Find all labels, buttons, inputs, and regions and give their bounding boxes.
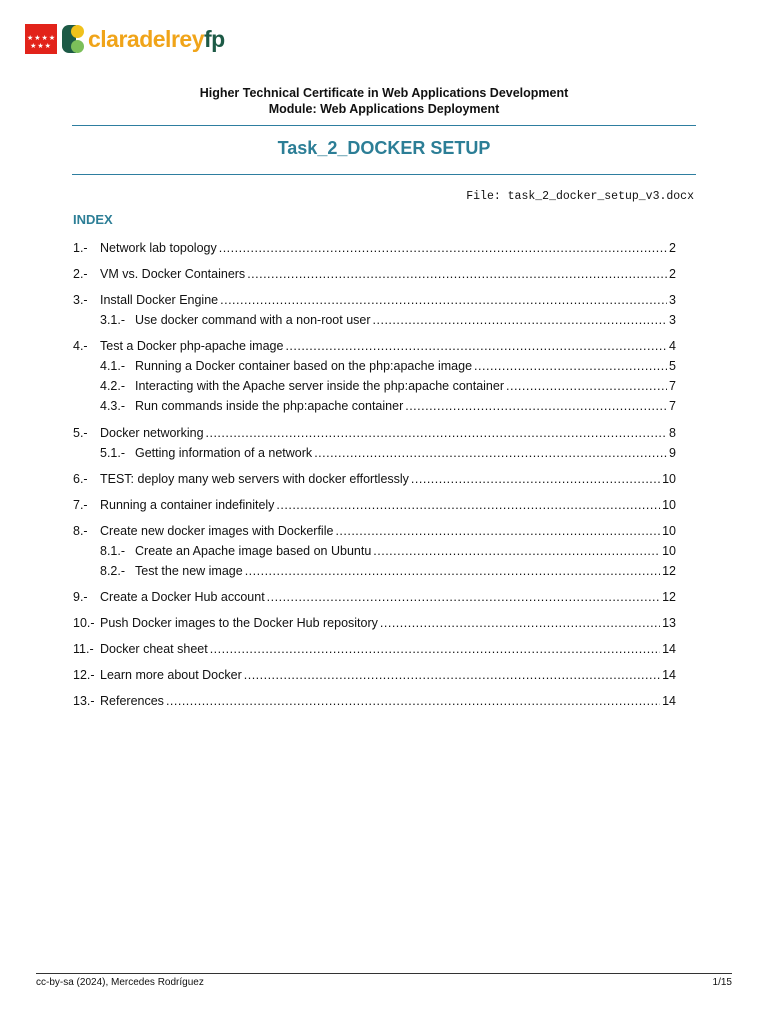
toc-entry[interactable] <box>73 471 676 487</box>
institution-logo <box>25 22 225 56</box>
toc-dot-leader <box>411 471 660 487</box>
toc-entry-page: 10 <box>662 498 676 512</box>
toc-entry-page: 14 <box>662 642 676 656</box>
toc-dot-leader <box>210 641 660 657</box>
toc-entry[interactable] <box>73 523 676 539</box>
toc-entry-number: 9.- <box>73 590 88 604</box>
toc-entry-label: References <box>100 694 164 708</box>
toc-entry-number: 2.- <box>73 267 88 281</box>
page-number: 1/15 <box>712 977 732 988</box>
toc-entry-number: 8.- <box>73 524 88 538</box>
toc-entry-page: 8 <box>669 426 676 440</box>
toc-entry[interactable] <box>73 641 676 657</box>
toc-entry[interactable] <box>73 615 676 631</box>
document-header <box>0 85 768 117</box>
toc-entry-page: 7 <box>669 399 676 413</box>
toc-entry-number: 4.2.- <box>100 379 126 393</box>
toc-dot-leader <box>373 312 668 328</box>
toc-entry-number: 11.- <box>73 642 94 656</box>
toc-entry-page: 3 <box>669 293 676 307</box>
toc-entry-number: 4.1.- <box>100 359 126 373</box>
toc-entry-label: VM vs. Docker Containers <box>100 267 246 281</box>
toc-entry-number: 8.1.- <box>100 544 126 558</box>
toc-entry[interactable] <box>100 358 676 374</box>
toc-entry-page: 10 <box>662 524 676 538</box>
toc-dot-leader <box>206 425 668 441</box>
toc-entry-page: 7 <box>669 379 676 393</box>
toc-entry-label: Use docker command with a non-root user <box>135 313 371 327</box>
toc-entry[interactable] <box>73 589 676 605</box>
toc-entry-label: TEST: deploy many web servers with docker effortlessly <box>100 472 409 486</box>
toc-entry[interactable] <box>73 240 676 256</box>
page-title: Task_2_DOCKER SETUP <box>277 138 491 158</box>
toc-dot-leader <box>220 292 667 308</box>
brand-name-part2: fp <box>203 25 225 52</box>
toc-entry-page: 10 <box>662 472 676 486</box>
toc-entry-number: 7.- <box>73 498 88 512</box>
toc-entry-label: Install Docker Engine <box>100 293 219 307</box>
toc-entry[interactable] <box>100 378 676 394</box>
toc-entry-page: 5 <box>669 359 676 373</box>
toc-dot-leader <box>373 543 660 559</box>
toc-entry[interactable] <box>73 338 676 354</box>
toc-entry-label: Running a container indefinitely <box>100 498 275 512</box>
toc-entry-page: 14 <box>662 694 676 708</box>
toc-entry-label: Run commands inside the php:apache container <box>135 399 404 413</box>
toc-entry-page: 14 <box>662 668 676 682</box>
toc-entry-number: 12.- <box>73 668 95 682</box>
toc-entry-page: 4 <box>669 339 676 353</box>
toc-entry[interactable] <box>100 445 676 461</box>
toc-entry-page: 3 <box>669 313 676 327</box>
toc-entry[interactable] <box>73 266 676 282</box>
footer-credit: cc-by-sa (2024), Mercedes Rodríguez <box>36 977 204 988</box>
toc-entry-label: Docker networking <box>100 426 204 440</box>
toc-entry-page: 13 <box>662 616 676 630</box>
toc-entry[interactable] <box>73 292 676 308</box>
toc-dot-leader <box>380 615 660 631</box>
toc-entry-label: Create new docker images with Dockerfile <box>100 524 334 538</box>
school-mark-icon <box>62 25 84 53</box>
toc-dot-leader <box>474 358 667 374</box>
toc-entry-number: 5.- <box>73 426 88 440</box>
toc-entry-number: 4.- <box>73 339 88 353</box>
toc-dot-leader <box>244 667 660 683</box>
brand-name-part1: claradelrey <box>88 25 204 52</box>
header-line-2: Module: Web Applications Deployment <box>268 102 500 116</box>
brand-name <box>88 26 225 53</box>
toc-entry-label: Docker cheat sheet <box>100 642 208 656</box>
toc-dot-leader <box>405 398 667 414</box>
madrid-flag-icon <box>25 24 57 54</box>
toc-entry-page: 9 <box>669 446 676 460</box>
file-name: File: task_2_docker_setup_v3.docx <box>466 190 694 203</box>
toc-entry-number: 3.- <box>73 293 88 307</box>
toc-entry-label: Running a Docker container based on the php:apache image <box>135 359 473 373</box>
toc-dot-leader <box>314 445 667 461</box>
toc-dot-leader <box>245 563 660 579</box>
toc-entry-label: Network lab topology <box>100 241 217 255</box>
toc-entry-number: 6.- <box>73 472 88 486</box>
toc-entry-label: Learn more about Docker <box>100 668 242 682</box>
toc-entry-number: 1.- <box>73 241 88 255</box>
toc-entry[interactable] <box>73 667 676 683</box>
toc-entry[interactable] <box>100 398 676 414</box>
toc-entry-page: 12 <box>662 564 676 578</box>
toc-entry[interactable] <box>100 543 676 559</box>
footer-divider <box>36 973 732 974</box>
flag-stars: ★★★★ ★★★ <box>27 35 57 50</box>
toc-entry-page: 10 <box>662 544 676 558</box>
toc-entry-number: 13.- <box>73 694 95 708</box>
toc-entry-page: 12 <box>662 590 676 604</box>
toc-dot-leader <box>166 693 660 709</box>
toc-dot-leader <box>247 266 667 282</box>
toc-entry[interactable] <box>100 563 676 579</box>
toc-entry-label: Push Docker images to the Docker Hub repository <box>100 616 378 630</box>
toc-dot-leader <box>335 523 660 539</box>
title-divider <box>72 174 696 175</box>
toc-entry-number: 3.1.- <box>100 313 126 327</box>
header-divider <box>72 125 696 126</box>
toc-entry-number: 10.- <box>73 616 95 630</box>
toc-entry-page: 2 <box>669 267 676 281</box>
toc-entry-label: Create an Apache image based on Ubuntu <box>135 544 372 558</box>
toc-dot-leader <box>276 497 660 513</box>
toc-dot-leader <box>285 338 667 354</box>
toc-entry-number: 4.3.- <box>100 399 126 413</box>
toc-dot-leader <box>267 589 660 605</box>
toc-entry-number: 8.2.- <box>100 564 126 578</box>
toc-entry-label: Test the new image <box>135 564 243 578</box>
toc-entry-label: Getting information of a network <box>135 446 313 460</box>
toc-entry[interactable] <box>73 693 676 709</box>
toc-entry-number: 5.1.- <box>100 446 126 460</box>
toc-entry[interactable] <box>73 497 676 513</box>
toc-entry-label: Create a Docker Hub account <box>100 590 265 604</box>
index-heading: INDEX <box>73 212 113 227</box>
header-line-1: Higher Technical Certificate in Web Applications Development <box>199 86 569 100</box>
toc-dot-leader <box>506 378 667 394</box>
toc-entry-label: Interacting with the Apache server inside the php:apache container <box>135 379 504 393</box>
toc-entry[interactable] <box>73 425 676 441</box>
toc-entry[interactable] <box>100 312 676 328</box>
toc-entry-label: Test a Docker php-apache image <box>100 339 284 353</box>
toc-entry-page: 2 <box>669 241 676 255</box>
toc-dot-leader <box>219 240 667 256</box>
